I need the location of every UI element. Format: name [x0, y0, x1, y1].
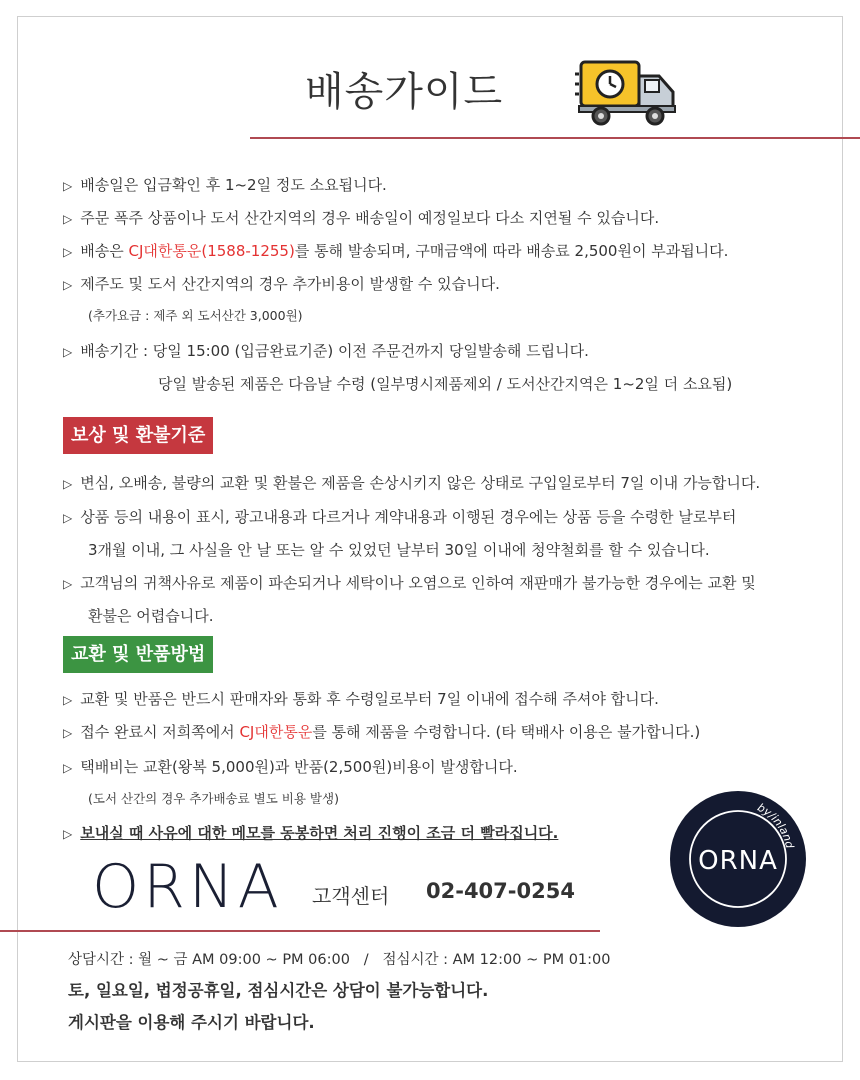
triangle-bullet-icon: ▷ — [63, 212, 73, 226]
triangle-bullet-icon: ▷ — [63, 693, 73, 707]
memo-tip: 보내실 때 사유에 대한 메모를 동봉하면 처리 진행이 조금 더 빨라집니다. — [80, 824, 559, 842]
list-item: ▷ 접수 완료시 저희쪽에서 CJ대한통운를 통해 제품을 수령합니다. (타 택배사 이용은 불가합니다.) — [63, 723, 701, 741]
triangle-bullet-icon: ▷ — [63, 726, 73, 740]
triangle-bullet-icon: ▷ — [63, 179, 73, 193]
list-item: ▷ 배송기간 : 당일 15:00 (입금완료기준) 이전 주문건까지 당일발송해 드립니다. — [63, 342, 589, 360]
section-heading-exchange: 교환 및 반품방법 — [63, 636, 213, 673]
list-item: ▷ 변심, 오배송, 불량의 교환 및 환불은 제품을 손상시키지 않은 상태로 구입일로부터 7일 이내 가능합니다. — [63, 474, 761, 492]
triangle-bullet-icon: ▷ — [63, 477, 73, 491]
closed-notice: 토, 일요일, 법정공휴일, 점심시간은 상담이 불가능합니다. — [68, 981, 489, 1000]
delivery-note: 당일 발송된 제품은 다음날 수령 (일부명시제품제외 / 도서산간지역은 1~2일 더 소요됨) — [158, 375, 733, 393]
triangle-bullet-icon: ▷ — [63, 827, 73, 841]
seal-text: ORNA — [698, 846, 778, 876]
list-item: ▷ 주문 폭주 상품이나 도서 산간지역의 경우 배송일이 예정일보다 다소 지연될 수 있습니다. — [63, 209, 660, 227]
list-item — [63, 822, 558, 843]
list-item-continued: 환불은 어렵습니다. — [88, 607, 214, 625]
title-divider — [250, 137, 860, 139]
list-item: ▷ 배송은 CJ대한통운(1588-1255)를 통해 발송되며, 구매금액에 따라 배송료 2,500원이 부과됩니다. — [63, 242, 729, 260]
list-item: ▷ 제주도 및 도서 산간지역의 경우 추가비용이 발생할 수 있습니다. — [63, 275, 500, 293]
triangle-bullet-icon: ▷ — [63, 577, 73, 591]
triangle-bullet-icon: ▷ — [63, 245, 73, 259]
customer-center-phone: 02-407-0254 — [426, 879, 575, 903]
section-heading-refund: 보상 및 환불기준 — [63, 417, 213, 454]
consult-hours: 상담시간 : 월 ~ 금 AM 09:00 ~ PM 06:00 / 점심시간 : AM 12:00 ~ PM 01:00 — [68, 952, 611, 968]
triangle-bullet-icon: ▷ — [63, 345, 73, 359]
page-title: 배송가이드 — [305, 69, 504, 115]
triangle-bullet-icon: ▷ — [63, 761, 73, 775]
list-item: ▷ 교환 및 반품은 반드시 판매자와 통화 후 수령일로부터 7일 이내에 접수해 주셔야 합니다. — [63, 690, 659, 708]
carrier-name: CJ대한통운(1588-1255) — [128, 242, 295, 260]
delivery-truck-clock-icon — [575, 58, 679, 128]
customer-center-label: 고객센터 — [312, 884, 390, 908]
contact-divider — [0, 930, 600, 932]
list-item: ▷ 배송일은 입금확인 후 1~2일 정도 소요됩니다. — [63, 176, 387, 194]
carrier-name: CJ대한통운 — [239, 723, 313, 741]
brand-logo: ORNA — [92, 852, 283, 922]
list-item-continued: 3개월 이내, 그 사실을 안 날 또는 알 수 있었던 날부터 30일 이내에 청약철회를 할 수 있습니다. — [88, 541, 710, 559]
seal-arc-text: by/inland — [755, 800, 797, 850]
surcharge-note: (도서 산간의 경우 추가배송료 별도 비용 발생) — [88, 791, 339, 806]
triangle-bullet-icon: ▷ — [63, 278, 73, 292]
list-item: ▷ 고객님의 귀책사유로 제품이 파손되거나 세탁이나 오염으로 인하여 재판매가 불가능한 경우에는 교환 및 — [63, 574, 756, 592]
list-item: ▷ 택배비는 교환(왕복 5,000원)과 반품(2,500원)비용이 발생합니다. — [63, 758, 518, 776]
board-notice: 게시판을 이용해 주시기 바랍니다. — [68, 1013, 315, 1032]
list-item: ▷ 상품 등의 내용이 표시, 광고내용과 다르거나 계약내용과 이행된 경우에는 상품 등을 수령한 날로부터 — [63, 508, 737, 526]
brand-seal — [669, 790, 807, 928]
triangle-bullet-icon: ▷ — [63, 511, 73, 525]
surcharge-note: (추가요금 : 제주 외 도서산간 3,000원) — [88, 308, 303, 323]
